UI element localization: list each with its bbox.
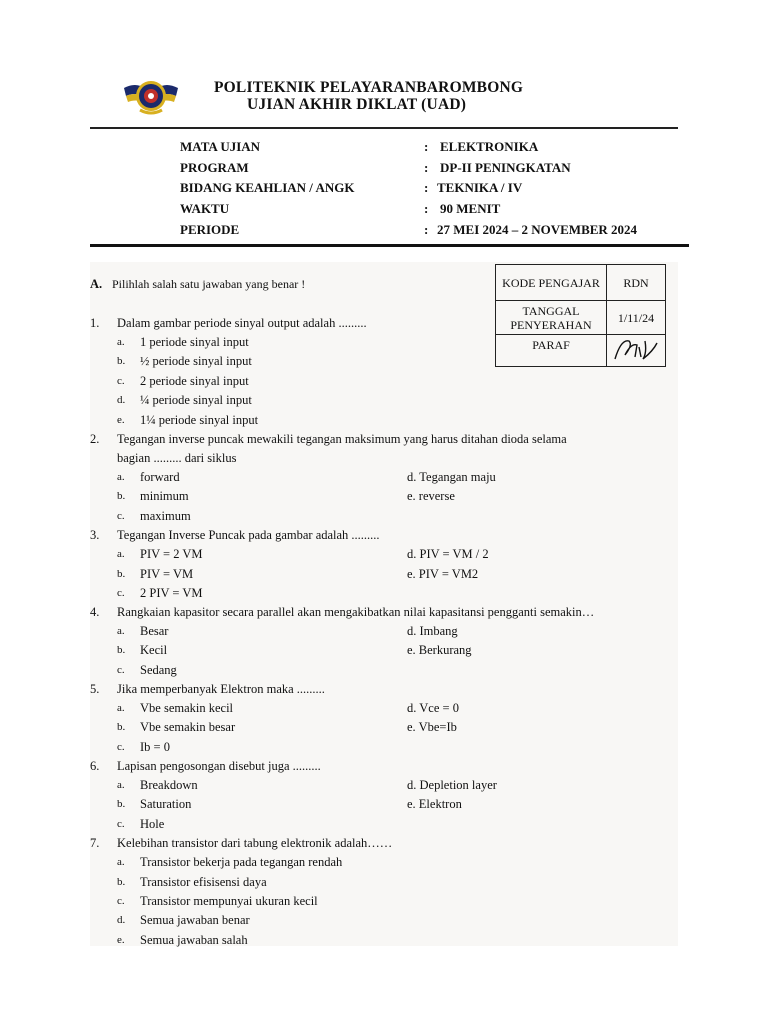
option-text: ¼ periode sinyal input: [140, 393, 252, 407]
option-text: PIV = 2 VM: [140, 547, 203, 561]
info-colon: :: [424, 222, 429, 237]
option-text: Sedang: [140, 663, 177, 677]
info-colon: :: [424, 160, 429, 175]
option-text: Hole: [140, 817, 165, 831]
question-text: Tegangan Inverse Puncak pada gambar adalah .........: [117, 528, 380, 542]
option-text: d. Depletion layer: [407, 778, 497, 792]
option-text: Breakdown: [140, 778, 198, 792]
option-text: minimum: [140, 489, 189, 503]
exam-title: UJIAN AKHIR DIKLAT (UAD): [247, 96, 467, 113]
question-number: 1.: [90, 316, 100, 330]
question-text: Tegangan inverse puncak mewakili tegangan maksimum yang harus ditahan dioda selama: [117, 432, 567, 446]
question-text: Jika memperbanyak Elektron maka .........: [117, 682, 325, 696]
option-letter: a.: [117, 625, 125, 637]
section-instruction: Pilihlah salah satu jawaban yang benar !: [112, 277, 306, 291]
kode-pengajar-value: RDN: [607, 265, 666, 301]
option-text: Transistor bekerja pada tegangan rendah: [140, 855, 343, 869]
option-letter: c.: [117, 375, 125, 387]
option-letter: e.: [117, 414, 125, 426]
tanggal-label: TANGGAL PENYERAHAN: [496, 301, 607, 335]
option-text: Transistor efisisensi daya: [140, 875, 267, 889]
question-number: 6.: [90, 759, 100, 773]
info-divider: [90, 244, 689, 247]
option-letter: a.: [117, 471, 125, 483]
institution-logo: [122, 74, 180, 118]
option-text: d. PIV = VM / 2: [407, 547, 489, 561]
option-letter: b.: [117, 355, 126, 367]
info-label-waktu: WAKTU: [180, 201, 230, 216]
info-colon: :: [424, 201, 429, 216]
option-text: d. Imbang: [407, 624, 458, 638]
option-text: Besar: [140, 624, 169, 638]
option-letter: a.: [117, 779, 125, 791]
option-text: forward: [140, 470, 180, 484]
info-value-program: DP-II PENINGKATAN: [440, 160, 571, 175]
option-letter: c.: [117, 510, 125, 522]
option-text: d. Tegangan maju: [407, 470, 496, 484]
section-letter: A.: [90, 277, 103, 291]
option-text: e. reverse: [407, 489, 455, 503]
option-letter: b.: [117, 644, 126, 656]
option-letter: e.: [117, 934, 125, 946]
kode-pengajar-label: KODE PENGAJAR: [496, 265, 607, 301]
option-text: Semua jawaban salah: [140, 933, 248, 947]
info-label-mata-ujian: MATA UJIAN: [180, 139, 261, 154]
option-text: ½ periode sinyal input: [140, 354, 252, 368]
header-divider: [90, 127, 678, 129]
question-number: 3.: [90, 528, 100, 542]
option-text: e. Vbe=Ib: [407, 720, 457, 734]
question-number: 2.: [90, 432, 100, 446]
signature-image: [609, 335, 663, 363]
option-text: Vbe semakin besar: [140, 720, 236, 734]
question-text: Dalam gambar periode sinyal output adalah .........: [117, 316, 367, 330]
info-value-waktu: 90 MENIT: [440, 201, 501, 216]
option-text: Ib = 0: [140, 740, 170, 754]
question-text: Rangkaian kapasitor secara parallel akan mengakibatkan nilai kapasitansi pengganti semakin…: [117, 605, 595, 619]
paraf-signature: [607, 335, 666, 367]
option-letter: d.: [117, 914, 126, 926]
option-text: 2 PIV = VM: [140, 586, 203, 600]
option-text: Saturation: [140, 797, 192, 811]
tanggal-value: 1/11/24: [607, 301, 666, 335]
option-text: maximum: [140, 509, 191, 523]
info-label-bidang: BIDANG KEAHLIAN / ANGK: [180, 180, 355, 195]
info-label-program: PROGRAM: [180, 160, 249, 175]
option-text: d. Vce = 0: [407, 701, 459, 715]
option-text: e. Berkurang: [407, 643, 472, 657]
question-text: Kelebihan transistor dari tabung elektronik adalah……: [117, 836, 393, 850]
option-letter: a.: [117, 856, 125, 868]
option-letter: b.: [117, 490, 126, 502]
option-text: Transistor mempunyai ukuran kecil: [140, 894, 318, 908]
option-letter: b.: [117, 721, 126, 733]
institution-name: POLITEKNIK PELAYARANBAROMBONG: [214, 79, 524, 96]
option-letter: a.: [117, 336, 125, 348]
question-number: 5.: [90, 682, 100, 696]
option-letter: b.: [117, 798, 126, 810]
info-colon: :: [424, 180, 429, 195]
option-text: 1¼ periode sinyal input: [140, 413, 259, 427]
option-letter: c.: [117, 895, 125, 907]
option-text: Kecil: [140, 643, 168, 657]
info-label-periode: PERIODE: [180, 222, 240, 237]
info-value-mata-ujian: ELEKTRONIKA: [440, 139, 539, 154]
info-value-periode: 27 MEI 2024 – 2 NOVEMBER 2024: [437, 222, 638, 237]
option-text: Semua jawaban benar: [140, 913, 250, 927]
question-text: Lapisan pengosongan disebut juga .........: [117, 759, 321, 773]
question-number: 7.: [90, 836, 100, 850]
option-letter: c.: [117, 587, 125, 599]
option-letter: b.: [117, 876, 126, 888]
paraf-label: PARAF: [496, 335, 607, 367]
option-letter: a.: [117, 702, 125, 714]
info-colon: :: [424, 139, 429, 154]
option-letter: c.: [117, 818, 125, 830]
info-value-bidang: TEKNIKA / IV: [437, 180, 523, 195]
option-letter: d.: [117, 394, 126, 406]
option-letter: a.: [117, 548, 125, 560]
question-text: bagian ......... dari siklus: [117, 451, 237, 465]
question-number: 4.: [90, 605, 100, 619]
option-text: 2 periode sinyal input: [140, 374, 249, 388]
option-text: e. Elektron: [407, 797, 462, 811]
option-letter: c.: [117, 741, 125, 753]
option-text: e. PIV = VM2: [407, 567, 479, 581]
option-text: PIV = VM: [140, 567, 194, 581]
option-letter: c.: [117, 664, 125, 676]
option-letter: b.: [117, 568, 126, 580]
kode-table: [495, 264, 666, 367]
option-text: 1 periode sinyal input: [140, 335, 249, 349]
option-text: Vbe semakin kecil: [140, 701, 234, 715]
